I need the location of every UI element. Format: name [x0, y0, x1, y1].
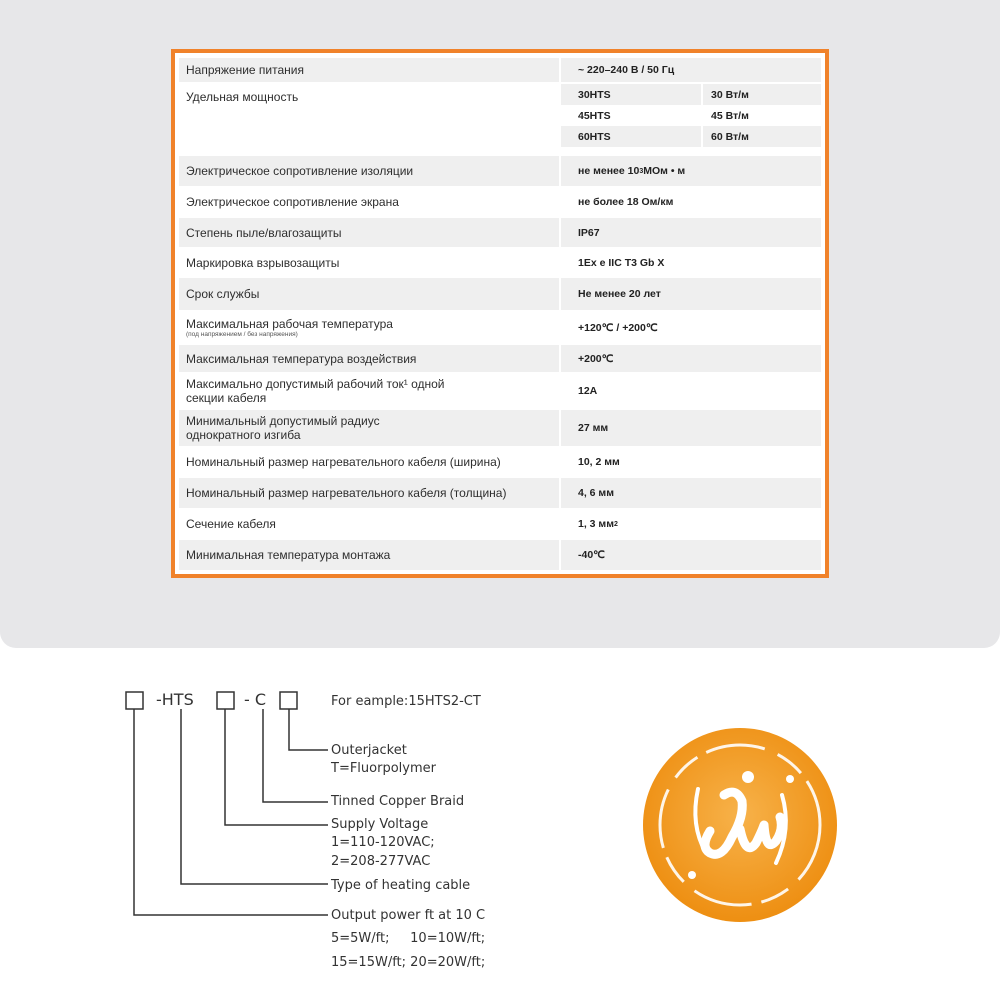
spec-row-ex-marking [179, 248, 821, 277]
spec-row-bend-radius [179, 410, 821, 446]
spec-value-prefix: 1, 3 мм [578, 518, 614, 530]
spec-name: Напряжение питания [186, 63, 304, 77]
spec-value: IP67 [559, 218, 821, 247]
power-model: 30HTS [578, 88, 611, 101]
power-line [561, 105, 821, 126]
spec-value: 12A [559, 373, 821, 409]
spec-value [559, 156, 821, 186]
power-value: 30 Вт/м [701, 84, 821, 105]
leader-type [181, 709, 328, 884]
spec-name-line1: Минимальный допустимый радиус [186, 414, 380, 428]
voltage-title: Supply Voltage [331, 817, 429, 832]
jw-logo-icon [640, 725, 840, 925]
spec-row-max-exposure-temp [179, 345, 821, 372]
leader-outerjacket [289, 709, 328, 750]
code-box-power [126, 692, 143, 709]
power-value: 60 Вт/м [701, 126, 821, 147]
spec-name-main: Максимальная рабочая температура [186, 316, 393, 331]
voltage-option-2: 2=208-277VAC [331, 854, 431, 869]
power-options-1: 5=5W/ft; 10=10W/ft; [331, 931, 486, 946]
spec-row-insulation-resistance [179, 156, 821, 186]
code-example: For eample:15HTS2-CT [331, 694, 481, 709]
leader-braid [263, 709, 328, 802]
spec-name: Номинальный размер нагревательного кабеля (ширина) [186, 455, 501, 469]
spec-row-max-operating-temp [179, 311, 821, 344]
spec-value: +120℃ / +200℃ [559, 311, 821, 344]
spec-value: 4, 6 мм [559, 478, 821, 508]
braid-label: Tinned Copper Braid [331, 794, 465, 809]
spec-row-ingress-protection [179, 218, 821, 247]
spec-row-service-life [179, 278, 821, 310]
power-options-2: 15=15W/ft; 20=20W/ft; [331, 955, 486, 970]
spec-value: не более 18 Ом/км [559, 187, 821, 217]
spec-name-line2: однократного изгиба [186, 428, 301, 442]
power-value: 45 Вт/м [701, 105, 821, 126]
spec-name: Степень пыле/влагозащиты [186, 225, 342, 240]
brand-logo [640, 725, 840, 925]
power-model: 45HTS [578, 109, 611, 122]
spec-name: Срок службы [186, 287, 260, 301]
spec-value: 10, 2 мм [559, 447, 821, 477]
code-box-jacket [280, 692, 297, 709]
spec-value: 1Ex e IIC T3 Gb X [559, 248, 821, 277]
spec-value-suffix: МОм • м [643, 165, 686, 177]
code-part-hts: -HTS [156, 690, 194, 709]
leader-voltage [225, 709, 328, 825]
spec-value-sup: 3 [639, 167, 644, 175]
spec-name: Максимальная температура воздействия [186, 351, 417, 366]
voltage-option-1: 1=110-120VAC; [331, 835, 435, 850]
spec-name [179, 373, 559, 409]
spec-value-sup: 2 [613, 520, 618, 528]
spec-value: +200℃ [559, 345, 821, 372]
spec-value: Не менее 20 лет [559, 278, 821, 310]
spec-name: Электрическое сопротивление изоляции [186, 164, 414, 178]
power-model: 60HTS [578, 130, 611, 143]
spec-row-screen-resistance [179, 187, 821, 217]
spec-name: Номинальный размер нагревательного кабеля (толщина) [186, 486, 507, 500]
spec-row-cable-thickness [179, 478, 821, 508]
spec-name [179, 410, 559, 446]
outerjacket-title: Outerjacket [331, 743, 407, 758]
model-code-diagram [100, 670, 540, 990]
spec-row-supply-voltage [179, 58, 821, 82]
spec-value: -40℃ [559, 540, 821, 570]
spec-name [179, 311, 559, 344]
spec-row-cable-width [179, 447, 821, 477]
spec-name: Удельная мощность [186, 90, 299, 104]
spec-value: 27 мм [559, 410, 821, 446]
spec-name-note: (под напряжением / без напряжения) [186, 330, 298, 338]
spec-name: Электрическое сопротивление экрана [186, 195, 399, 209]
power-title: Output power ft at 10 C [331, 908, 486, 923]
spec-row-min-install-temp [179, 540, 821, 570]
spec-table [171, 49, 829, 578]
spec-value-prefix: не менее 10 [578, 165, 640, 177]
spec-name-line2: секции кабеля [186, 391, 267, 405]
spec-value [559, 509, 821, 539]
spec-row-cable-section [179, 509, 821, 539]
code-part-c: - C [244, 690, 267, 709]
type-label: Type of heating cable [331, 878, 471, 893]
spec-row-specific-power [179, 84, 821, 152]
spec-name: Маркировка взрывозащиты [186, 255, 340, 270]
outerjacket-value: T=Fluorpolymer [331, 761, 436, 776]
power-line [561, 84, 821, 105]
power-grid [559, 84, 821, 152]
code-box-voltage [217, 692, 234, 709]
spec-name-line1: Максимально допустимый рабочий ток¹ одной [186, 377, 445, 391]
spec-value: ~ 220–240 В / 50 Гц [559, 58, 821, 82]
power-line [561, 126, 821, 147]
spec-name: Минимальная температура монтажа [186, 548, 391, 562]
spec-row-max-current [179, 373, 821, 409]
spec-name: Сечение кабеля [186, 517, 276, 531]
